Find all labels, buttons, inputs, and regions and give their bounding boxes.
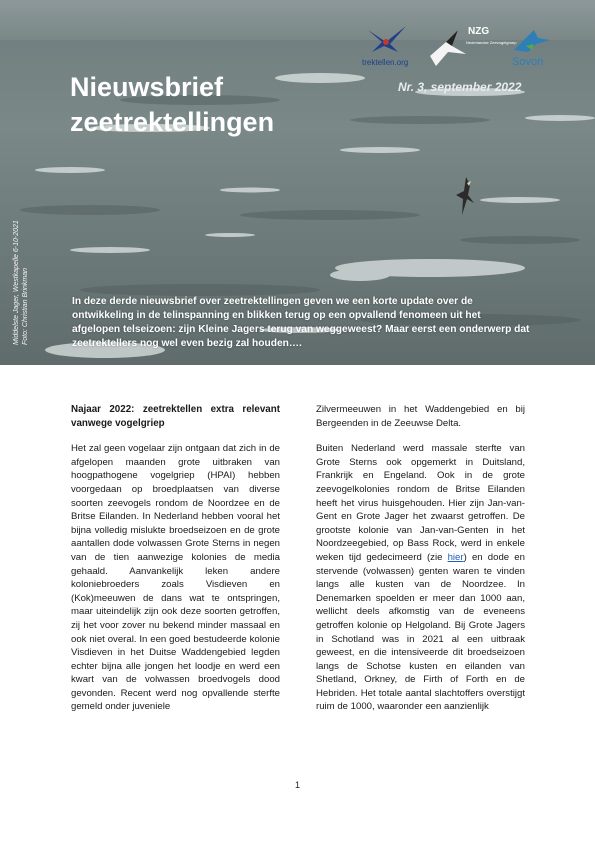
trektellen-logo-text: trektellen.org bbox=[362, 58, 409, 67]
paragraph-2-text: Buiten Nederland werd massale sterfte van Grote Sterns ook opgemerkt in Duitsland, Frankrijk en Engeland. Ook in de grote zeevogelkolonies rondom de Britse Eilanden heeft het virus huisgehouden. Hier zijn Jan-van-Gent en Grote Jager het zwaarst getroffen. De grootste kolonie van Jan-van-Genten in het Noordzeegebied, op Bass Rock, werd in enkele weken tijd gedecimeerd (zie bbox=[316, 443, 525, 563]
bass-rock-link[interactable]: hier bbox=[447, 551, 464, 563]
swallow-icon bbox=[362, 22, 412, 58]
intro-paragraph: In deze derde nieuwsbrief over zeetrektellingen geven we een korte update over de ontwikkeling in de telinspanning en blikken terug op een opvallend fenomeen uit het afgelopen telseizoen: zijn Kleine Jagers terug van weggeweest? Maar eerst een onderwerp dat zeetrektellers nog wel even bezig zal houden…. bbox=[72, 296, 530, 349]
article-paragraph-2 bbox=[316, 442, 525, 714]
article-heading: Najaar 2022: zeetrektellen extra relevant vanwege vogelgriep bbox=[71, 404, 280, 429]
kingfisher-icon bbox=[508, 26, 552, 56]
nzg-logo-subtitle: Nederlandse Zeevogelgroep bbox=[466, 40, 517, 45]
photo-caption: Middelste Jager, Westkapelle 6-10-2021 bbox=[13, 220, 20, 345]
skua-bird-icon bbox=[452, 175, 482, 217]
newsletter-title bbox=[70, 70, 274, 140]
photo-author: Foto: Christian Brinkman bbox=[22, 267, 29, 345]
nzg-logo-text: NZG bbox=[468, 26, 490, 37]
trektellen-logo[interactable] bbox=[362, 22, 412, 67]
photo-credit bbox=[12, 205, 30, 345]
sovon-logo[interactable] bbox=[508, 26, 552, 68]
title-line-1: Nieuwsbrief bbox=[70, 72, 224, 102]
article-paragraph-1: Het zal geen vogelaar zijn ontgaan dat zich in de afgelopen maanden grote uitbraken van hoogpathogene vogelgriep (HPAI) hebben voorgedaan op broedplaatsen van diverse soorten zeevogels rondom de Noordzee en de Britse Eilanden. In Nederland hebben vooral het bijna volledig mislukte broedseizoen en de grote aantallen dode volwassen Grote Sterns in negen van de tien aanwezige kolonies de media gehaald. Aanvankelijk leken andere koloniebroeders zoals Visdieven en (Kok)meeuwen de dans wat te ontspringen, maar uiteindelijk zijn ook deze soorten getroffen, zij het voor zover nu bekend minder massaal en ook niet overal. In een goed bestudeerde kolonie Visdieven in het Duitse Waddengebied legden echter bijna alle jongen het loodje en werd een kwart van de volwassen broedvogels dood gevonden. Recent werd nog opvallende sterfte gemeld onder juveniele bbox=[71, 443, 280, 713]
title-line-2: zeetrektellingen bbox=[70, 107, 275, 137]
seabird-icon bbox=[428, 26, 468, 70]
page-number: 1 bbox=[294, 780, 300, 790]
paragraph-2-rest: ) en dode en stervende (volwassen) genten waren te vinden langs alle kusten van de Noordzee. In Denemarken spoelden er meer dan 1000 aan, wellicht deels afkomstig van de eveneens getroffen kolonie op Helgoland. Bij Grote Jagers in Schotland was in 2021 al een uitbraak geweest, en die intensiveerde dit broedseizoen langs de Schotse kusten en eilanden van Shetland, Orkney, de Firth of Forth en de Hebriden. Het totale aantal slachtoffers overstijgt ruim de 1000, waaronder een aanzienlijk bbox=[316, 551, 525, 713]
article-paragraph-1-continued: Zilvermeeuwen in het Waddengebied en bij Bergeenden in de Zeeuwse Delta. bbox=[316, 404, 525, 429]
cover-photo bbox=[0, 0, 595, 365]
sovon-logo-text: Sovon bbox=[512, 56, 544, 68]
issue-label: Nr. 3, september 2022 bbox=[398, 80, 522, 94]
nzg-logo[interactable] bbox=[428, 26, 517, 75]
article-column-left bbox=[71, 403, 280, 726]
article-column-right bbox=[316, 403, 525, 726]
